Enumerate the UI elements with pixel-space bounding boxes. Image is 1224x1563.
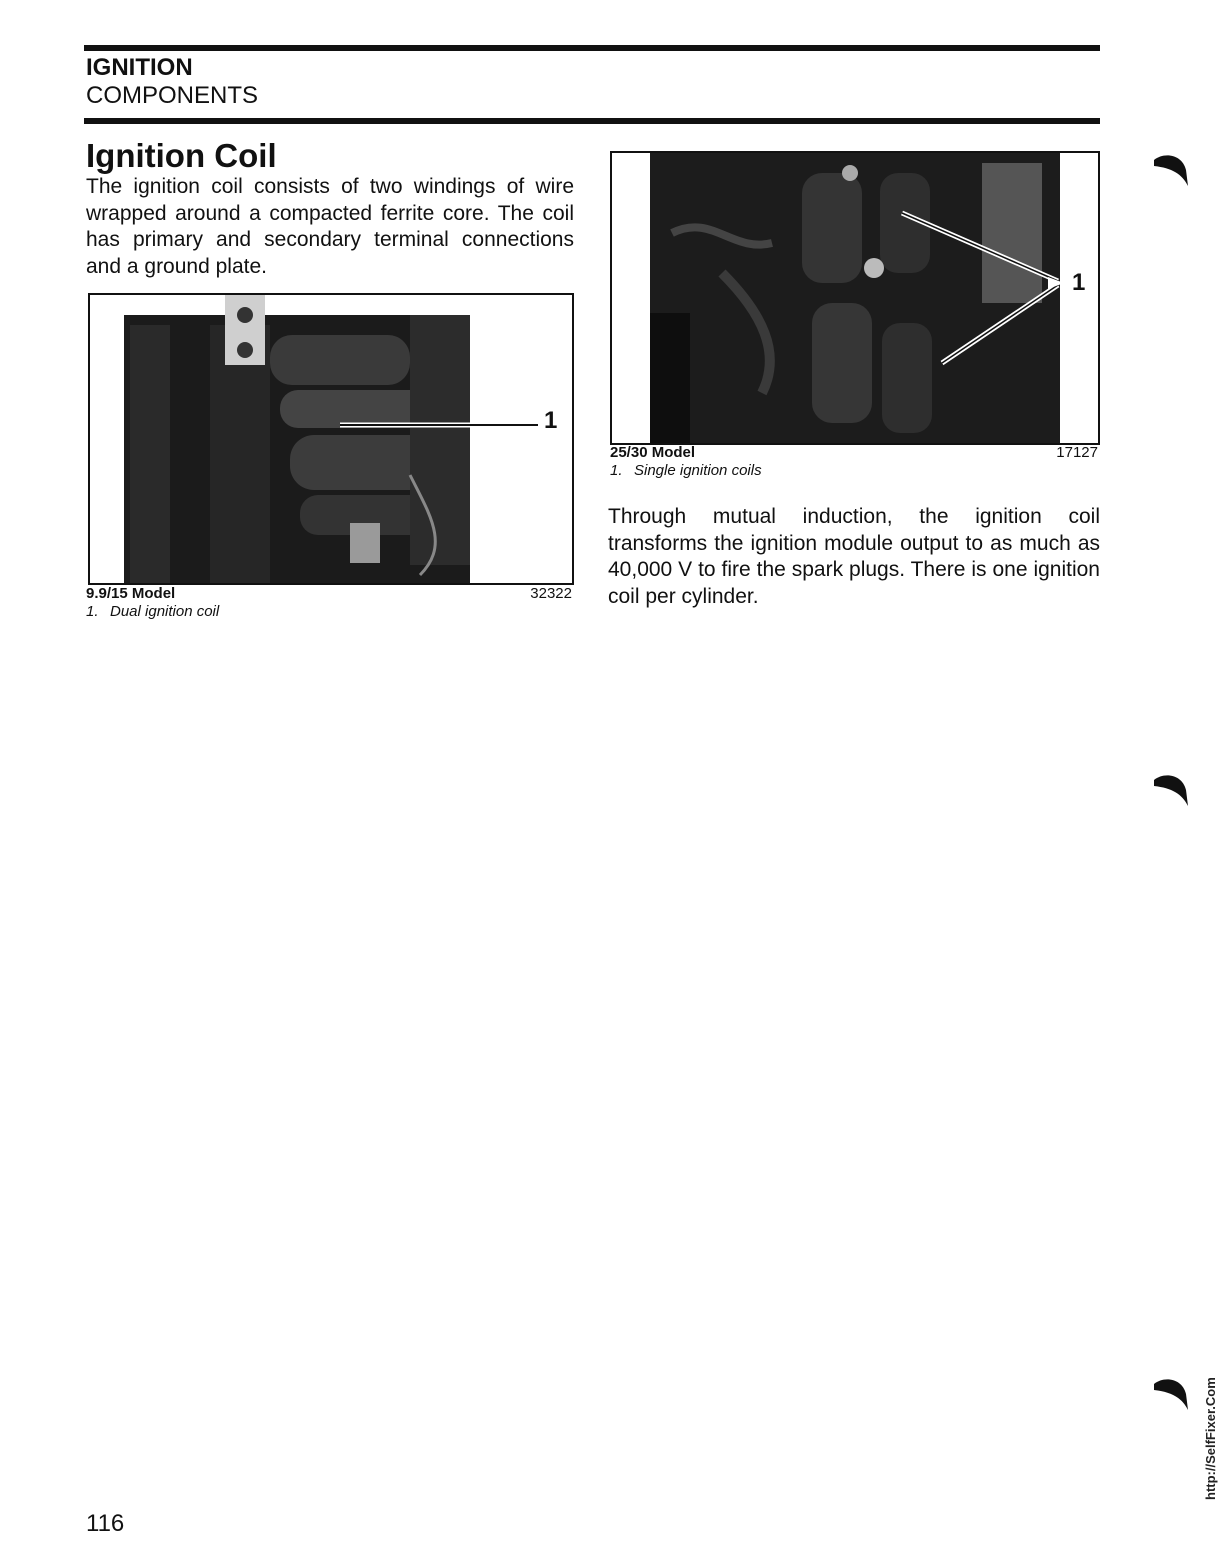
figure-photo-single-coils — [610, 151, 1100, 445]
figure-caption-number: 17127 — [1056, 444, 1098, 461]
figure-callout-label: 1 — [544, 407, 558, 434]
watermark-url: http://SelfFixer.Com — [1203, 1377, 1218, 1500]
caption-item-number: 1. — [610, 462, 623, 479]
figure-caption-item — [86, 603, 219, 620]
figure-callout-label: 1 — [1072, 269, 1086, 296]
binder-hole-mark — [1152, 1374, 1190, 1412]
caption-item-text: Dual ignition coil — [110, 603, 220, 620]
body-paragraph: Through mutual induction, the ignition coil transforms the ignition module output to as much as 40,000 V to fire the spark plugs. There is one ignition coil per cylinder. — [608, 505, 1100, 608]
caption-item-text: Single ignition coils — [634, 462, 762, 479]
engine-photo-single-coils — [612, 153, 1098, 443]
figure-caption-number: 32322 — [530, 585, 572, 602]
header-rule-top — [84, 45, 1100, 51]
intro-paragraph: The ignition coil consists of two windings of wire wrapped around a compacted ferrite core. The coil has primary and secondary terminal connections and a ground plate. — [86, 175, 574, 278]
figure-caption-item — [610, 462, 762, 479]
page-number: 116 — [86, 1510, 125, 1537]
figure-photo-dual-coil — [88, 293, 574, 585]
subsection-title: COMPONENTS — [86, 82, 259, 109]
binder-hole-mark — [1152, 770, 1190, 808]
figure-caption-title: 9.9/15 Model — [86, 585, 176, 602]
figure-caption-title: 25/30 Model — [610, 444, 696, 461]
engine-photo-dual-coil — [90, 295, 572, 583]
binder-hole-mark — [1152, 150, 1190, 188]
header-rule-bottom — [84, 118, 1100, 124]
page-heading: Ignition Coil — [86, 137, 277, 174]
section-title: IGNITION — [86, 54, 193, 81]
caption-item-number: 1. — [86, 603, 99, 620]
